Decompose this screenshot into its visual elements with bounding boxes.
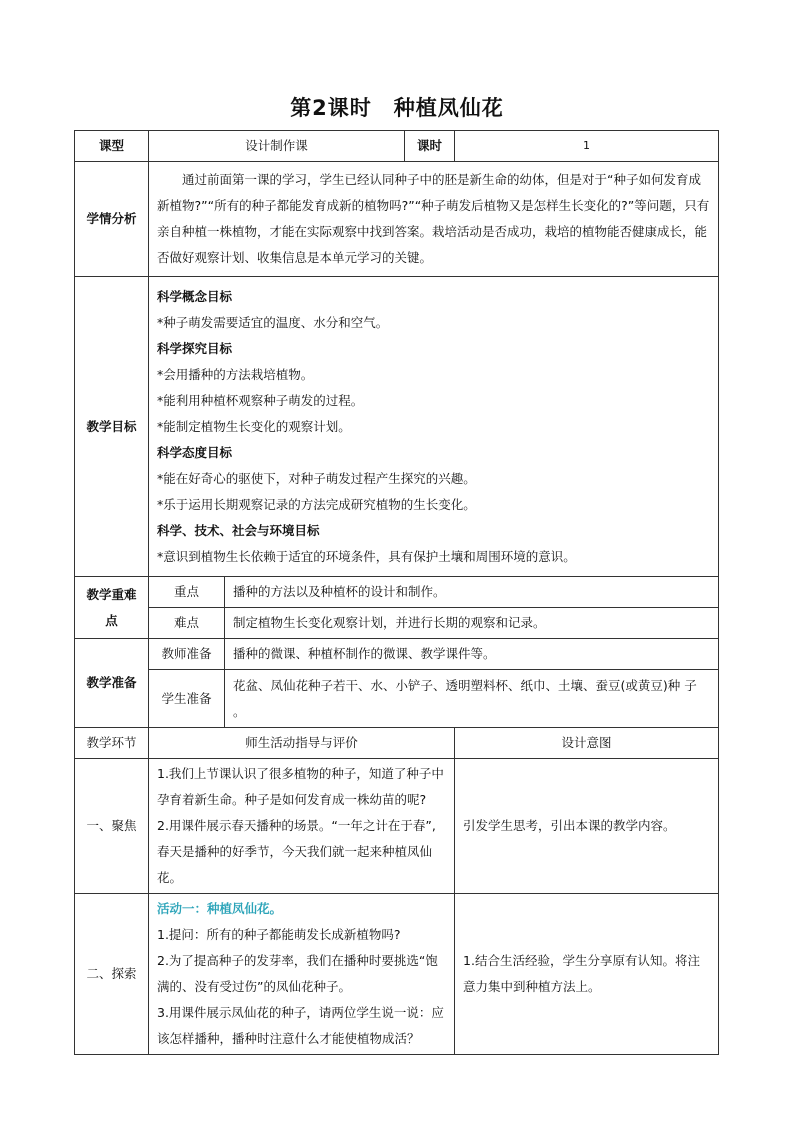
student-prep-label: 学生准备	[149, 670, 225, 728]
page-title: 第2课时 种植凤仙花	[290, 96, 504, 120]
inquiry-goal-title: 科学探究目标	[157, 340, 233, 356]
concept-goal-title: 科学概念目标	[157, 288, 233, 304]
stage-focus-label: 一、聚焦	[75, 759, 149, 894]
stage-explore-activities	[149, 894, 455, 1055]
stage-focus-row	[75, 759, 719, 894]
attitude-goal-item: *乐于运用长期观察记录的方法完成研究植物的生长变化。	[157, 496, 476, 512]
student-prep-row	[75, 670, 719, 728]
analysis-row	[75, 162, 719, 277]
difficulty-label: 难点	[149, 608, 225, 639]
stage-explore-intent: 1.结合生活经验，学生分享原有认知。将注意力集中到种植方法上。	[455, 894, 719, 1055]
attitude-goal-item: *能在好奇心的驱使下，对种子萌发过程产生探究的兴趣。	[157, 470, 476, 486]
student-prep-text: 花盆、凤仙花种子若干、水、小铲子、透明塑料杯、纸巾、土壤、蚕豆(或黄豆)种 子 。	[225, 670, 719, 728]
period-label: 课时	[405, 131, 455, 162]
activity-item: 2.为了提高种子的发芽率，我们在播种时要挑选“饱满的、没有受过伤”的凤仙花种子。	[157, 953, 438, 994]
key-point-row	[75, 577, 719, 608]
activity-title: 活动一：种植凤仙花。	[157, 901, 283, 916]
teacher-prep-row	[75, 639, 719, 670]
stage-column-header: 教学环节	[75, 728, 149, 759]
stage-focus-intent: 引发学生思考，引出本课的教学内容。	[455, 759, 719, 894]
inquiry-goal-item: *能制定植物生长变化的观察计划。	[157, 418, 351, 434]
stage-focus-activities	[149, 759, 455, 894]
activity-item: 3.用课件展示凤仙花的种子，请两位学生说一说：应该怎样播种，播种时注意什么才能使植物成活？	[157, 1005, 444, 1046]
difficulty-text: 制定植物生长变化观察计划，并进行长期的观察和记录。	[225, 608, 719, 639]
inquiry-goal-item: *能利用种植杯观察种子萌发的过程。	[157, 392, 364, 408]
type-label: 课型	[75, 131, 149, 162]
process-header-row	[75, 728, 719, 759]
lesson-plan-table	[74, 130, 719, 1055]
sts-goal-item: *意识到植物生长依赖于适宜的环境条件，具有保护土壤和周围环境的意识。	[157, 548, 576, 564]
prep-label: 教学准备	[75, 639, 149, 728]
activity-item: 2.用课件展示春天播种的场景。“一年之计在于春”,春天是播种的好季节，今天我们就一起来种植凤仙花。	[157, 818, 436, 885]
type-value: 设计制作课	[149, 131, 405, 162]
period-value: 1	[455, 131, 719, 162]
activity-item: 1.我们上节课认识了很多植物的种子，知道了种子中孕育着新生命。种子是如何发育成一株幼苗的呢?	[157, 766, 444, 807]
teacher-prep-text: 播种的微课、种植杯制作的微课、教学课件等。	[225, 639, 719, 670]
stage-explore-row	[75, 894, 719, 1055]
activity-item: 1.提问：所有的种子都能萌发长成新植物吗?	[157, 927, 401, 942]
analysis-label: 学情分析	[75, 162, 149, 277]
lesson-type-row	[75, 131, 719, 162]
sts-goal-title: 科学、技术、社会与环境目标	[157, 522, 320, 538]
activity-column-header: 师生活动指导与评价	[149, 728, 455, 759]
stage-explore-label: 二、探索	[75, 894, 149, 1055]
key-text: 播种的方法以及种植杯的设计和制作。	[225, 577, 719, 608]
inquiry-goal-item: *会用播种的方法栽培植物。	[157, 366, 314, 382]
difficulty-row	[75, 608, 719, 639]
goals-content	[149, 277, 719, 577]
keypoints-label: 教学重难点	[75, 577, 149, 639]
attitude-goal-title: 科学态度目标	[157, 444, 233, 460]
concept-goal-item: *种子萌发需要适宜的温度、水分和空气。	[157, 314, 389, 330]
analysis-text: 通过前面第一课的学习，学生已经认同种子中的胚是新生命的幼体，但是对于“种子如何发育成新植物?”“所有的种子都能发育成新的植物吗?”“种子萌发后植物又是怎样生长变化的?”等问题，只有亲自种植一株植物，才能在实际观察中找到答案。栽培活动是否成功，栽培的植物能否健康成长，能否做好观察计划、收集信息是本单元学习的关键。	[149, 162, 719, 277]
goals-row	[75, 277, 719, 577]
goals-label: 教学目标	[75, 277, 149, 577]
key-label: 重点	[149, 577, 225, 608]
teacher-prep-label: 教师准备	[149, 639, 225, 670]
intent-column-header: 设计意图	[455, 728, 719, 759]
